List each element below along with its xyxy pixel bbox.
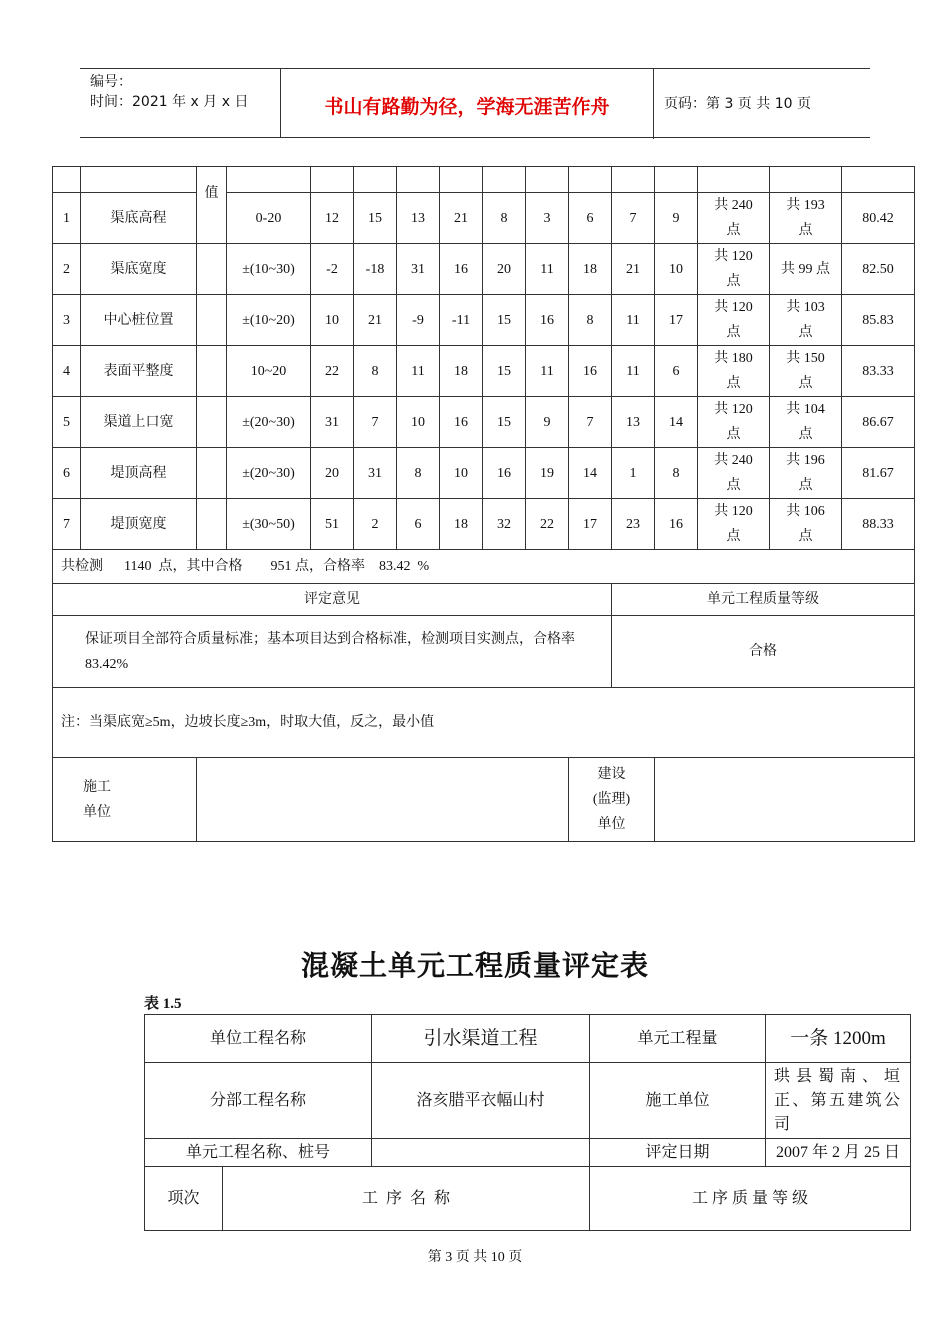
measured-value: 22 (311, 346, 354, 397)
measured-value: 17 (655, 295, 698, 346)
inspection-item: 表面平整度 (81, 346, 197, 397)
measured-value: 19 (526, 448, 569, 499)
table-row (53, 397, 915, 448)
value-cell (197, 295, 227, 346)
row-number: 4 (53, 346, 81, 397)
table-row (53, 448, 915, 499)
passed-points: 共 196 点 (770, 448, 842, 499)
evaluation-row (53, 616, 915, 688)
allowed-deviation: 10~20 (227, 346, 311, 397)
pass-rate: 80.42 (842, 193, 915, 244)
element-row (145, 1139, 911, 1167)
passed-points: 共 104 点 (770, 397, 842, 448)
process-name-label: 工 序 名 称 (223, 1167, 590, 1231)
element-name-label: 单元工程名称、桩号 (145, 1139, 372, 1167)
measured-value: 11 (612, 295, 655, 346)
measured-value: 9 (526, 397, 569, 448)
passed-points: 共 99 点 (770, 244, 842, 295)
pass-rate: 85.83 (842, 295, 915, 346)
pass-rate: 88.33 (842, 499, 915, 550)
measured-value: -11 (440, 295, 483, 346)
measured-value: 10 (440, 448, 483, 499)
measured-value: 10 (311, 295, 354, 346)
measured-value: 8 (569, 295, 612, 346)
measured-value: 21 (612, 244, 655, 295)
measured-value: -2 (311, 244, 354, 295)
supervision-unit-text: 建设 (监理) 单位 (592, 767, 631, 832)
measured-value: 12 (311, 193, 354, 244)
pass-rate: 83.33 (842, 346, 915, 397)
unit-quantity: 一条 1200m (766, 1015, 911, 1063)
inspection-item: 堤顶宽度 (81, 499, 197, 550)
measured-value: 16 (440, 244, 483, 295)
value-cell (197, 346, 227, 397)
measured-value: 23 (612, 499, 655, 550)
measured-value: 9 (655, 193, 698, 244)
measured-value: 6 (397, 499, 440, 550)
process-header-row (145, 1167, 911, 1231)
measured-value: 11 (526, 346, 569, 397)
measured-value: 15 (483, 295, 526, 346)
measured-value: -18 (354, 244, 397, 295)
table-row (53, 295, 915, 346)
measured-value: 10 (655, 244, 698, 295)
row-number: 3 (53, 295, 81, 346)
allowed-deviation: ±(10~20) (227, 295, 311, 346)
supervision-unit-signature (655, 758, 915, 842)
measured-value: 6 (569, 193, 612, 244)
quality-grade-label: 单元工程质量等级 (612, 584, 915, 616)
measured-value: 20 (311, 448, 354, 499)
measured-value: 11 (612, 346, 655, 397)
passed-points: 共 193 点 (770, 193, 842, 244)
table-note: 注：当渠底宽≥5m，边坡长度≥3m，时取大值，反之，最小值 (53, 688, 915, 758)
measured-value: 15 (483, 346, 526, 397)
quality-evaluation-table (144, 1014, 911, 1231)
value-cell (197, 244, 227, 295)
measured-value: 2 (354, 499, 397, 550)
measured-value: 15 (483, 397, 526, 448)
measured-value: 18 (440, 346, 483, 397)
row-number: 2 (53, 244, 81, 295)
value-cell (197, 448, 227, 499)
construction-unit-text: 施工 单位 (83, 779, 111, 820)
measured-value: 10 (397, 397, 440, 448)
allowed-deviation: ±(10~30) (227, 244, 311, 295)
measured-value: 8 (483, 193, 526, 244)
table-row (53, 244, 915, 295)
measured-value: -9 (397, 295, 440, 346)
sub-project-name: 洛亥腊平衣幅山村 (372, 1063, 590, 1139)
measured-value: 11 (397, 346, 440, 397)
measured-value: 20 (483, 244, 526, 295)
header-meta (80, 69, 281, 137)
passed-points: 共 150 点 (770, 346, 842, 397)
allowed-deviation: ±(30~50) (227, 499, 311, 550)
pass-rate: 86.67 (842, 397, 915, 448)
row-number: 6 (53, 448, 81, 499)
construction-unit-signature (197, 758, 569, 842)
evaluation-date: 2007 年 2 月 25 日 (766, 1139, 911, 1167)
measured-value: 6 (655, 346, 698, 397)
summary-row (53, 550, 915, 584)
evaluation-opinion-label: 评定意见 (53, 584, 612, 616)
measured-value: 3 (526, 193, 569, 244)
table-row (53, 193, 915, 244)
element-name (372, 1139, 590, 1167)
table-header-row (53, 167, 915, 193)
row-number: 5 (53, 397, 81, 448)
sub-project-row (145, 1063, 911, 1139)
measured-value: 31 (354, 448, 397, 499)
allowed-deviation: ±(20~30) (227, 397, 311, 448)
allowed-deviation: ±(20~30) (227, 448, 311, 499)
row-number: 7 (53, 499, 81, 550)
measured-value: 17 (569, 499, 612, 550)
measured-value: 31 (311, 397, 354, 448)
inspection-item: 中心桩位置 (81, 295, 197, 346)
measured-value: 16 (526, 295, 569, 346)
pass-rate: 81.67 (842, 448, 915, 499)
inspection-item: 渠底高程 (81, 193, 197, 244)
measured-value: 16 (569, 346, 612, 397)
construction-unit-name: 珙县蜀南、垣正、第五建筑公司 (766, 1063, 911, 1139)
measured-value: 16 (655, 499, 698, 550)
supervision-unit-label (569, 758, 655, 842)
measured-value: 8 (354, 346, 397, 397)
total-points: 共 120 点 (698, 244, 770, 295)
construction-unit-field-label: 施工单位 (590, 1063, 766, 1139)
measured-value: 18 (569, 244, 612, 295)
form-title: 混凝土单元工程质量评定表 (300, 949, 649, 982)
measured-value: 32 (483, 499, 526, 550)
measured-value: 21 (354, 295, 397, 346)
total-points: 共 120 点 (698, 499, 770, 550)
inspection-table (52, 166, 915, 842)
measured-value: 8 (655, 448, 698, 499)
item-number-label: 项次 (145, 1167, 223, 1231)
total-points: 共 120 点 (698, 397, 770, 448)
measured-value: 7 (569, 397, 612, 448)
table-row (53, 499, 915, 550)
process-grade-label: 工 序 质 量 等 级 (590, 1167, 911, 1231)
header-motto: 书山有路勤为径，学海无涯苦作舟 (281, 69, 654, 139)
page-header (80, 68, 870, 138)
passed-points: 共 106 点 (770, 499, 842, 550)
total-points: 共 120 点 (698, 295, 770, 346)
passed-points: 共 103 点 (770, 295, 842, 346)
measured-value: 15 (354, 193, 397, 244)
measured-value: 18 (440, 499, 483, 550)
evaluation-header-row (53, 584, 915, 616)
row-number: 1 (53, 193, 81, 244)
measured-value: 16 (483, 448, 526, 499)
evaluation-opinion: 保证项目全部符合质量标准；基本项目达到合格标准，检测项目实测点，合格率 83.42% (53, 616, 612, 688)
measured-value: 14 (569, 448, 612, 499)
measured-value: 14 (655, 397, 698, 448)
measured-value: 21 (440, 193, 483, 244)
evaluation-date-label: 评定日期 (590, 1139, 766, 1167)
total-points: 共 240 点 (698, 193, 770, 244)
table-row (53, 346, 915, 397)
pass-rate: 82.50 (842, 244, 915, 295)
measured-value: 51 (311, 499, 354, 550)
value-cell (197, 397, 227, 448)
measured-value: 22 (526, 499, 569, 550)
measured-value: 13 (397, 193, 440, 244)
page-footer: 第 3 页 共 10 页 (427, 1250, 523, 1265)
total-points: 共 180 点 (698, 346, 770, 397)
unit-project-name: 引水渠道工程 (372, 1015, 590, 1063)
value-cell (197, 499, 227, 550)
unit-project-row (145, 1015, 911, 1063)
measured-value: 7 (612, 193, 655, 244)
total-points: 共 240 点 (698, 448, 770, 499)
measured-value: 13 (612, 397, 655, 448)
measured-value: 8 (397, 448, 440, 499)
inspection-item: 渠道上口宽 (81, 397, 197, 448)
note-row (53, 688, 915, 758)
unit-project-name-label: 单位工程名称 (145, 1015, 372, 1063)
measured-value: 16 (440, 397, 483, 448)
unit-quantity-label: 单元工程量 (590, 1015, 766, 1063)
document-number-label: 编号： (90, 74, 132, 90)
measured-value: 1 (612, 448, 655, 499)
inspection-summary: 共检测 1140 点，其中合格 951 点，合格率 83.42 % (53, 550, 915, 584)
document-time-label: 时间：2021 年 x 月 x 日 (90, 94, 249, 110)
allowed-deviation: 0-20 (227, 193, 311, 244)
table-number: 表 1.5 (144, 996, 182, 1012)
signature-row (53, 758, 915, 842)
inspection-item: 渠底宽度 (81, 244, 197, 295)
sub-project-name-label: 分部工程名称 (145, 1063, 372, 1139)
value-column-fragment: 值 (197, 167, 227, 244)
measured-value: 7 (354, 397, 397, 448)
quality-grade: 合格 (612, 616, 915, 688)
inspection-item: 堤顶高程 (81, 448, 197, 499)
measured-value: 11 (526, 244, 569, 295)
construction-unit-label (53, 758, 197, 842)
header-page-info: 页码：第 3 页 共 10 页 (664, 96, 811, 112)
measured-value: 31 (397, 244, 440, 295)
